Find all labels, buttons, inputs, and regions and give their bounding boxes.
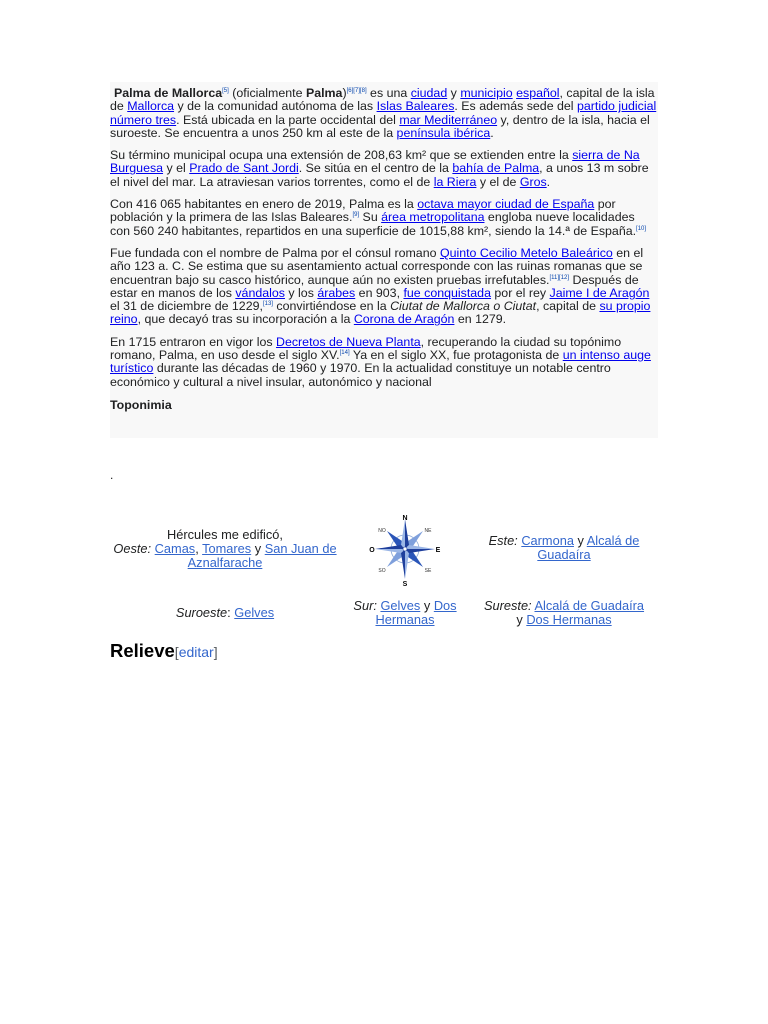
text: en el año 123 a. C. Se estima que su asentamiento actual corresponde con las ruinas romanas que se encuentran bajo su casco histórico, aunque aún no existen pruebas irrefutables. [110,245,644,287]
link-carmona[interactable]: Carmona [521,533,574,548]
text: y [447,86,461,100]
text: , [195,541,203,556]
link-espanol[interactable]: español [516,86,560,100]
south-label: Sur: [353,598,377,613]
link-su-propio-reino[interactable]: su propio reino [110,299,651,327]
text: : [227,605,235,620]
link-islas-baleares[interactable]: Islas Baleares [376,99,455,114]
west-neighbors [110,542,340,570]
toponimia-heading: Toponimia [110,397,172,412]
intro-box [110,82,658,438]
link-jaime-i[interactable]: Jaime I de Aragón [549,285,650,300]
ref-10[interactable]: [10] [636,225,647,232]
west-cell [110,528,340,570]
bracket-close: ] [213,644,218,660]
text: Su término municipal ocupa una extensión de 208,63 km² que se extienden entre la [110,148,573,163]
text: . Está ubicada en la parte occidental del [176,112,400,127]
link-prado-sant-jordi[interactable]: Prado de Sant Jordi [189,161,299,176]
intro-paragraph-5 [110,336,658,389]
text: Con 416 065 habitantes en enero de 2019, Palma es la [110,197,418,212]
official-name: Palma [305,86,343,100]
link-mar-mediterraneo[interactable]: mar Mediterráneo [399,112,498,127]
text: Ya en el siglo XX, fue protagonista de [349,348,563,363]
edit-section [175,644,218,660]
text: . Es además sede del [454,99,578,114]
link-peninsula-iberica[interactable]: península ibérica [396,125,491,140]
ref-13[interactable]: [13] [262,301,273,308]
text: , a unos 13 m sobre el nivel del mar. La atraviesan varios torrentes, como el de [110,161,649,189]
compass-ne: NE [424,528,432,534]
text: . Se sitúa en el centro de la [298,161,453,176]
link-fue-conquistada[interactable]: fue conquistada [403,285,491,300]
southeast-cell [480,599,648,627]
article-body [110,82,658,438]
link-san-juan-aznalfarache[interactable]: San Juan de Aznalfarache [187,541,337,570]
article-title-bold: Palma de Mallorca [114,86,223,100]
text: en 1279. [454,312,507,327]
text: y [573,533,587,548]
compass-o: O [369,547,375,554]
link-gros[interactable]: Gros [519,174,547,189]
text: y el de [476,174,520,189]
edit-link[interactable]: editar [178,644,214,660]
link-bahia-palma[interactable]: bahía de Palma [452,161,540,176]
link-alcala-guadaira-se[interactable]: Alcalá de Guadaíra [534,598,645,613]
link-camas[interactable]: Camas [154,541,196,556]
intro-paragraph-1 [110,87,658,140]
text: y el [163,161,190,176]
text: , recuperando la ciudad su topónimo romano, Palma, en uso desde el siglo XV. [110,334,622,363]
link-gelves-sw[interactable]: Gelves [234,605,275,620]
stray-dot: . [110,468,114,482]
compass-so: SO [378,568,386,574]
south-cell [348,599,462,627]
link-dos-hermanas-se[interactable]: Dos Hermanas [526,612,612,627]
intro-paragraph-4 [110,247,658,327]
link-area-metropolitana[interactable]: área metropolitana [381,210,485,225]
link-dos-hermanas-s[interactable]: Dos Hermanas [375,598,457,627]
link-tomares[interactable]: Tomares [202,541,252,556]
southwest-cell [110,606,340,620]
section-title: Relieve [110,640,175,661]
intro-paragraph-3 [110,198,658,238]
link-mallorca[interactable]: Mallorca [127,99,175,114]
text: . [490,125,494,140]
link-corona-aragon[interactable]: Corona de Aragón [353,312,455,327]
ciutat-italic: Ciutat de Mallorca o Ciutat [390,299,537,314]
text: y de la comunidad autónoma de las [174,99,377,114]
text: , que decayó tras su incorporación a la [137,312,354,327]
ref-6-7-8[interactable]: [6][7][8] [346,87,367,94]
text: y [516,612,527,627]
compass-rose-icon [368,512,442,588]
compass-s: S [402,581,408,588]
text: durante las décadas de 1960 y 1970. En la actualidad constituye un notable centro económico y cultural a nivel insular, autonómico y nacional [110,361,611,389]
text: y, dentro de la isla, hacia el suroeste. Se encuentra a unos 250 km al este de la [110,112,650,140]
compass-e: E [435,547,441,554]
text: engloba nueve localidades con 560 240 habitantes, repartidos en una superficie de 1015,88 km², siendo la 14.ª de España. [110,210,637,238]
text: por el rey [490,285,550,300]
link-arabes[interactable]: árabes [317,285,356,300]
text: es una [366,86,411,100]
text: y [420,598,434,613]
section-heading-relieve [110,640,218,662]
intro-paragraph-2 [110,149,658,189]
compass-rose-svg [368,512,442,588]
text: y [251,541,265,556]
text: , capital de [536,299,600,314]
text: ) [342,86,347,100]
ref-14[interactable]: [14] [339,349,350,356]
text: Su [359,210,382,225]
link-ciudad[interactable]: ciudad [410,86,448,100]
link-la-riera[interactable]: la Riera [433,174,477,189]
text: En 1715 entraron en vigor los [110,334,277,349]
compass-no: NO [378,528,386,534]
link-partido-judicial[interactable]: partido judicial número tres [110,99,657,127]
text: . [546,174,551,189]
southeast-label: Sureste: [483,598,532,613]
link-quinto-cecilio[interactable]: Quinto Cecilio Metelo Baleárico [439,245,613,260]
link-municipio[interactable]: municipio [460,86,513,100]
west-caption: Hércules me edificó, [167,527,283,542]
east-cell [480,534,648,562]
text: en 903, [355,285,404,300]
southwest-label: Suroeste [175,605,228,620]
text: y los [284,285,318,300]
compass-n: N [402,515,408,522]
link-decretos-nueva-planta[interactable]: Decretos de Nueva Planta [276,334,421,349]
ref-9[interactable]: [9] [352,212,360,219]
text: el 31 de diciembre de 1229, [110,299,263,314]
text: , capital de la isla de [110,86,655,114]
compass-se: SE [424,568,432,574]
link-octava-mayor-ciudad[interactable]: octava mayor ciudad de España [417,197,595,212]
ref-5[interactable]: [5] [222,87,229,94]
text: convirtiéndose en la [272,299,391,314]
ref-11-12[interactable]: [11][12] [549,274,570,281]
west-label: Oeste: [113,541,152,556]
link-sierra-na-burguesa[interactable]: sierra de Na Burguesa [110,148,640,176]
link-gelves-s[interactable]: Gelves [380,598,421,613]
text: (oficialmente [228,86,306,100]
link-alcala-guadaira-east[interactable]: Alcalá de Guadaíra [537,533,640,562]
east-label: Este: [488,533,518,548]
link-auge-turistico[interactable]: un intenso auge turístico [110,348,651,376]
text: por población y la primera de las Islas Baleares. [110,197,616,225]
link-vandalos[interactable]: vándalos [235,285,285,300]
text: Fue fundada con el nombre de Palma por el cónsul romano [110,245,440,260]
text: Después de estar en manos de los [110,272,639,300]
bracket-open: [ [174,644,179,660]
